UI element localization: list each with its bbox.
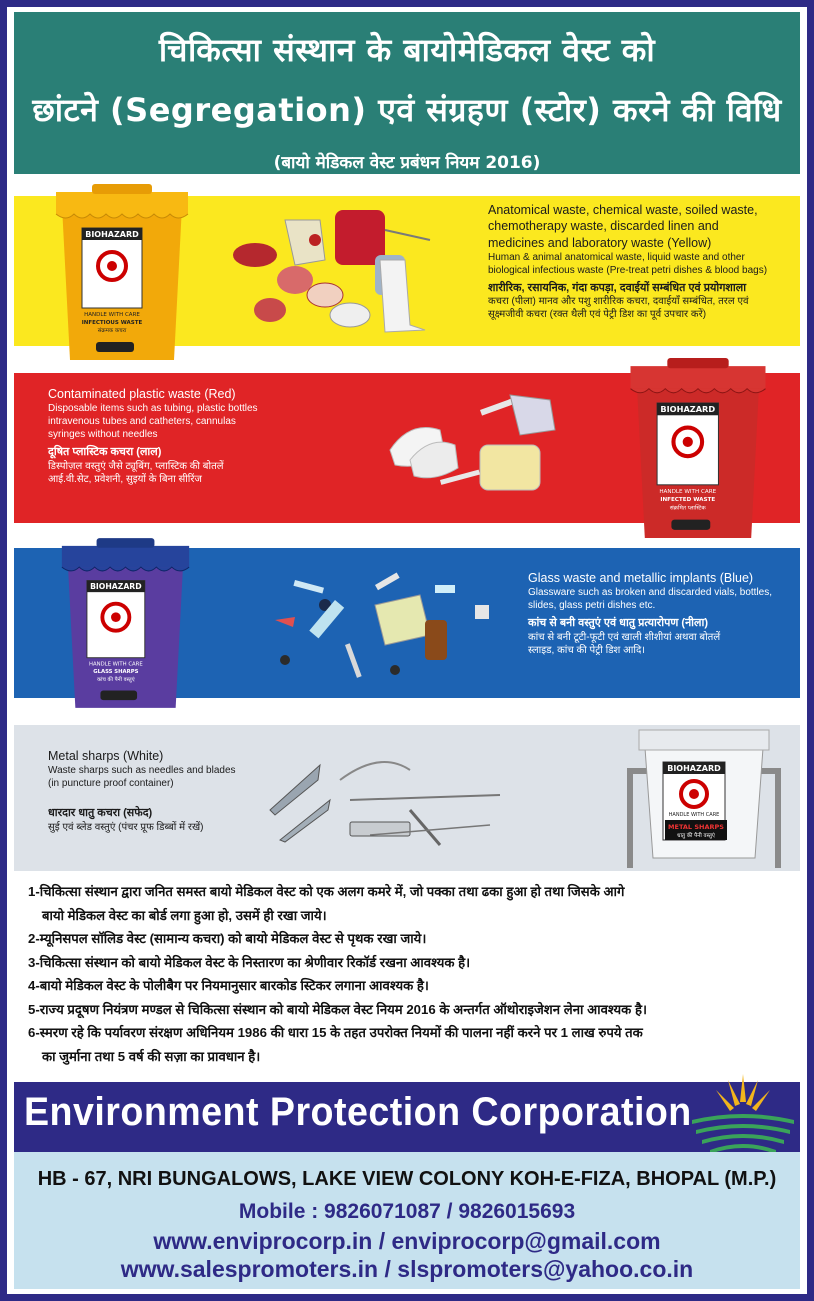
rules-list — [28, 880, 788, 1068]
anatomical-waste-illustration — [225, 200, 475, 340]
svg-text:BIOHAZARD: BIOHAZARD — [667, 764, 721, 773]
svg-text:HANDLE WITH CARE: HANDLE WITH CARE — [84, 312, 140, 318]
company-banner — [14, 1082, 800, 1152]
yellow-category-text: Anatomical waste, chemical waste, soiled waste, chemotherapy waste, discarded linen and medicines and laboratory waste (Yellow) Human & animal anatomical waste, liquid waste and other biological infectious waste (Pre-treat petri dishes & blood bags) शारीरिक, रसायनिक, गंदा कपड़ा, दवाईयों सम्बंधित एवं प्रयोगशाला कचरा (पीला) मानव और पशु शारीरिक कचरा, दवाईयाँ सम्बंधित, तरल एवं सूक्ष्मजीवी कचरा (रक्त थैली एवं पेट्री डिश का पूर्व उपचार करें) — [488, 203, 768, 321]
company-name: Environment Protection Corporation — [24, 1090, 692, 1134]
red-category-text: Contaminated plastic waste (Red) Disposable items such as tubing, plastic bottles intravenous tubes and catheters, cannulas syringes without needles दूषित प्लास्टिक कचरा (लाल) डिस्पोज़ल वस्तुएं जैसे ट्यूबिंग, प्लास्टिक की बोतलें आई.वी.सेट, प्रवेशनी, सुइयों के बिना सीरिंज — [48, 387, 258, 485]
metal-sharps-illustration — [260, 750, 520, 850]
svg-text:HANDLE WITH CARE: HANDLE WITH CARE — [89, 661, 143, 668]
svg-text:BIOHAZARD: BIOHAZARD — [660, 404, 716, 415]
svg-text:METAL SHARPS: METAL SHARPS — [668, 823, 724, 831]
company-mobile: Mobile : 9826071087 / 9826015693 — [238, 1200, 576, 1223]
white-bin-icon — [625, 728, 783, 870]
svg-text:कांच की पैनी वस्तुएं: कांच की पैनी वस्तुएं — [97, 676, 135, 683]
company-address: HB - 67, NRI BUNGALOWS, LAKE VIEW COLONY KOH-E-FIZA, BHOPAL (M.P.) — [37, 1168, 777, 1190]
svg-text:HANDLE WITH CARE: HANDLE WITH CARE — [668, 812, 720, 818]
page-title-line1: चिकित्सा संस्थान के बायोमेडिकल वेस्ट को — [158, 31, 656, 69]
page-title-line2: छांटने (Segregation) एवं संग्रहण (स्टोर) करने की विधि — [32, 91, 782, 129]
svg-text:HANDLE WITH CARE: HANDLE WITH CARE — [659, 489, 717, 495]
svg-text:BIOHAZARD: BIOHAZARD — [90, 582, 142, 592]
yellow-bin-label: BIOHAZARD — [85, 230, 139, 239]
rule-item-6: 6-स्मरण रहे कि पर्यावरण संरक्षण अधिनियम 1986 की धारा 15 के तहत उपरोक्त नियमों की पालना नहीं करने पर 1 लाख रुपये तक का जुर्माना तथा 5 वर्ष की सज़ा का प्रावधान है। — [28, 1025, 643, 1064]
svg-text:संक्रमक कचरा: संक्रमक कचरा — [97, 328, 127, 334]
white-category-text: Metal sharps (White) Waste sharps such as needles and blades (in puncture proof container) धारदार धातु कचरा (सफेद) सुई एवं ब्लेड वस्तुएं (पंचर प्रूफ डिब्बों में रखें) — [48, 749, 236, 833]
rule-item-3: 3-चिकित्सा संस्थान को बायो मेडिकल वेस्ट के निस्तारण का श्रेणीवार रिकॉर्ड रखना आवश्यक है। — [28, 954, 471, 970]
svg-text:INFECTIOUS WASTE: INFECTIOUS WASTE — [81, 320, 143, 326]
page-subtitle: (बायो मेडिकल वेस्ट प्रबंधन नियम 2016) — [273, 153, 541, 173]
company-website-2: www.salespromoters.in / slspromoters@yahoo.co.in — [120, 1256, 694, 1282]
rule-item-1: 1-चिकित्सा संस्थान द्वारा जनित समस्त बायो मेडिकल वेस्ट को एक अलग कमरे में, जो पक्का तथा ढका हुआ हो तथा जिसके आगे बायो मेडिकल वेस्ट का बोर्ड लगा हुआ हो, उसमें ही रखा जाये। — [28, 884, 625, 923]
rule-item-5: 5-राज्य प्रदूषण नियंत्रण मण्डल से चिकित्सा संस्थान को बायो मेडिकल वेस्ट नियम 2016 के अन्तर्गत ऑथोराइजेशन लेना आवश्यक है। — [28, 1001, 647, 1017]
rule-item-2: 2-म्यूनिसपल सॉलिड वेस्ट (सामान्य कचरा) को बायो मेडिकल वेस्ट से पृथक रखा जाये। — [28, 931, 427, 946]
yellow-bin-icon — [52, 184, 192, 360]
blue-category-text: Glass waste and metallic implants (Blue) Glassware such as broken and discarded vials, bottles, slides, glass petri dishes etc. कांच से बनी वस्तुएं एवं धातु प्रत्यारोपण (नीला) कांच से बनी टूटी-फूटी एवं खाली शीशीयां अथवा बोतलें स्लाइड, कांच की पेट्री डिश आदि। — [528, 571, 773, 656]
glass-waste-illustration — [235, 565, 515, 695]
svg-text:INFECTED WASTE: INFECTED WASTE — [660, 497, 716, 504]
red-bin-icon — [623, 358, 773, 538]
blue-bin-icon — [58, 533, 193, 713]
company-logo-icon — [688, 1074, 798, 1154]
svg-text:संक्रमित प्लास्टिक: संक्रमित प्लास्टिक — [669, 505, 706, 512]
plastic-waste-illustration — [380, 390, 590, 510]
header-banner — [14, 12, 800, 174]
contact-section — [14, 1152, 800, 1289]
rule-item-4: 4-बायो मेडिकल वेस्ट के पोलीबैग पर नियमानुसार बारकोड स्टिकर लगाना आवश्यक है। — [28, 978, 429, 993]
company-website-1: www.enviprocorp.in / enviprocorp@gmail.com — [153, 1228, 661, 1254]
svg-text:GLASS SHARPS: GLASS SHARPS — [93, 669, 139, 676]
svg-text:धातु की पैनी वस्तुएं: धातु की पैनी वस्तुएं — [677, 833, 715, 839]
